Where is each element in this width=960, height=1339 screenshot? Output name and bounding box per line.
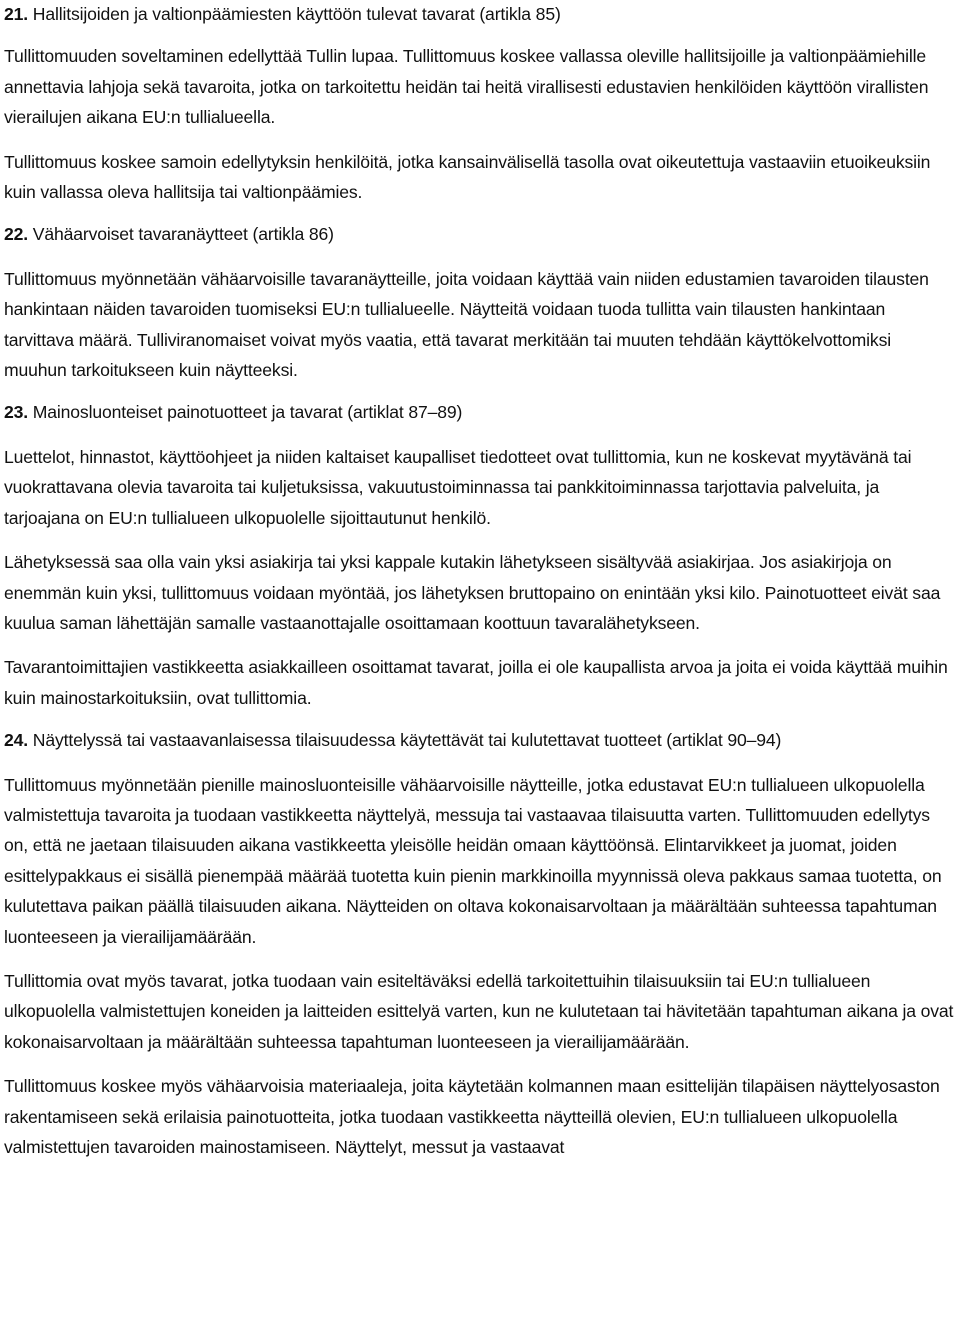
document-page	[4, 0, 954, 1162]
paragraph: Tullittomuus myönnetään pienille mainosluonteisille vähäarvoisille näytteille, jotka edustavat EU:n tullialueen ulkopuolella valmistettuja tavaroita ja tuodaan vastikkeetta näyttelyä, messuja tai vastaavaa tilaisuutta varten. Tullittomuuden edellytys on, että ne jaetaan tilaisuuden aikana vastikkeetta yleisölle heidän omaan käyttöönsä. Elintarvikkeet ja juomat, joiden esittelypakkaus ei sisällä pienempää määrää tuotetta kuin pienin markkinoilla myynnissä oleva pakkaus samaa tuotetta, on kulutettava paikan päällä tilaisuuden aikana. Näytteiden on oltava kokonaisarvoltaan ja määrältään suhteessa tapahtuman luonteeseen ja vierailijamäärään.	[4, 774, 942, 947]
paragraph: Tullittomuus koskee samoin edellytyksin henkilöitä, jotka kansainvälisellä tasolla ovat oikeutettuja vastaaviin etuoikeuksiin kuin vallassa oleva hallitsija tai valtionpäämies.	[4, 151, 931, 203]
section-heading	[4, 0, 954, 29]
section-21	[4, 0, 954, 207]
section-heading	[4, 219, 954, 249]
section-number: 22.	[4, 224, 29, 245]
paragraph: Tullittomuuden soveltaminen edellyttää Tullin lupaa. Tullittomuus koskee vallassa oleville hallitsijoille ja valtionpäämiehille annettavia lahjoja sekä tavaroita, jotka on tarkoitettu heidän tai heitä virallisesti edustavien henkilöiden käyttöön virallisten vierailujen aikana EU:n tullialueella.	[4, 46, 929, 128]
paragraph: Luettelot, hinnastot, käyttöohjeet ja niiden kaltaiset kaupalliset tiedotteet ovat tullittomia, kun ne koskevat myytävänä tai vuokrattavana olevia tavaroita tai kuljetuksissa, vakuutustoiminnassa tai pankkitoiminnassa tarjottavia palveluita, ja tarjoajana on EU:n tullialueen ulkopuolelle sijoittautunut henkilö.	[4, 446, 912, 528]
section-title: Hallitsijoiden ja valtionpäämiesten käyttöön tulevat tavarat (artikla 85)	[32, 4, 561, 24]
section-heading	[4, 725, 954, 755]
paragraph: Tullittomia ovat myös tavarat, jotka tuodaan vain esiteltäväksi edellä tarkoitettuihin tilaisuuksiin tai EU:n tullialueen ulkopuolella valmistettujen koneiden ja laitteiden esittelyä varten, kun ne kulutetaan tai hävitetään tapahtuman aikana ja ovat kokonaisarvoltaan ja määrältään suhteessa tapahtuman luonteeseen ja vierailijamäärään.	[4, 970, 954, 1052]
section-title: Vähäarvoiset tavaranäytteet (artikla 86)	[32, 224, 334, 245]
paragraph: Tullittomuus myönnetään vähäarvoisille tavaranäytteille, joita voidaan käyttää vain niiden edustamien tavaroiden tilausten hankintaan näiden tavaroiden tuomiseksi EU:n tullialueelle. Näytteitä voidaan tuoda tullitta vain tilausten hankintaan tarvittava määrä. Tulliviranomaiset voivat myös vaatia, että tavarat merkitään tai muuten tehdään käyttökelvottomiksi muuhun tarkoitukseen kuin näytteeksi.	[4, 268, 929, 381]
section-22	[4, 219, 954, 385]
paragraph: Lähetyksessä saa olla vain yksi asiakirja tai yksi kappale kutakin lähetykseen sisältyvää asiakirjaa. Jos asiakirjoja on enemmän kuin yksi, tullittomuus voidaan myöntää, jos lähetyksen bruttopaino on enintään yksi kilo. Painotuotteet eivät saa kuulua saman lähettäjän samalle vastaanottajalle osoittamaan koottuun tavaralähetykseen.	[4, 552, 941, 633]
paragraph: Tullittomuus koskee myös vähäarvoisia materiaaleja, joita käytetään kolmannen maan esittelijän tilapäisen näyttelyosaston rakentamiseen sekä erilaisia painotuotteita, jotka tuodaan vastikkeetta näytteillä olevien, EU:n tullialueen ulkopuolella valmistettujen tavaroiden mainostamiseen. Näyttelyt, messut ja vastaavat	[4, 1076, 940, 1157]
section-title: Mainosluonteiset painotuotteet ja tavarat (artiklat 87–89)	[32, 402, 463, 423]
section-number: 23.	[4, 402, 29, 423]
section-23	[4, 397, 954, 713]
section-number: 21.	[4, 4, 29, 24]
paragraph: Tavarantoimittajien vastikkeetta asiakkailleen osoittamat tavarat, joilla ei ole kaupallista arvoa ja joita ei voida käyttää muihin kuin mainostarkoituksiin, ovat tullittomia.	[4, 657, 948, 708]
section-number: 24.	[4, 730, 29, 751]
section-title: Näyttelyssä tai vastaavanlaisessa tilaisuudessa käytettävät tai kulutettavat tuotteet (artiklat 90–94)	[32, 730, 782, 751]
section-heading	[4, 397, 954, 427]
section-24	[4, 725, 954, 1162]
